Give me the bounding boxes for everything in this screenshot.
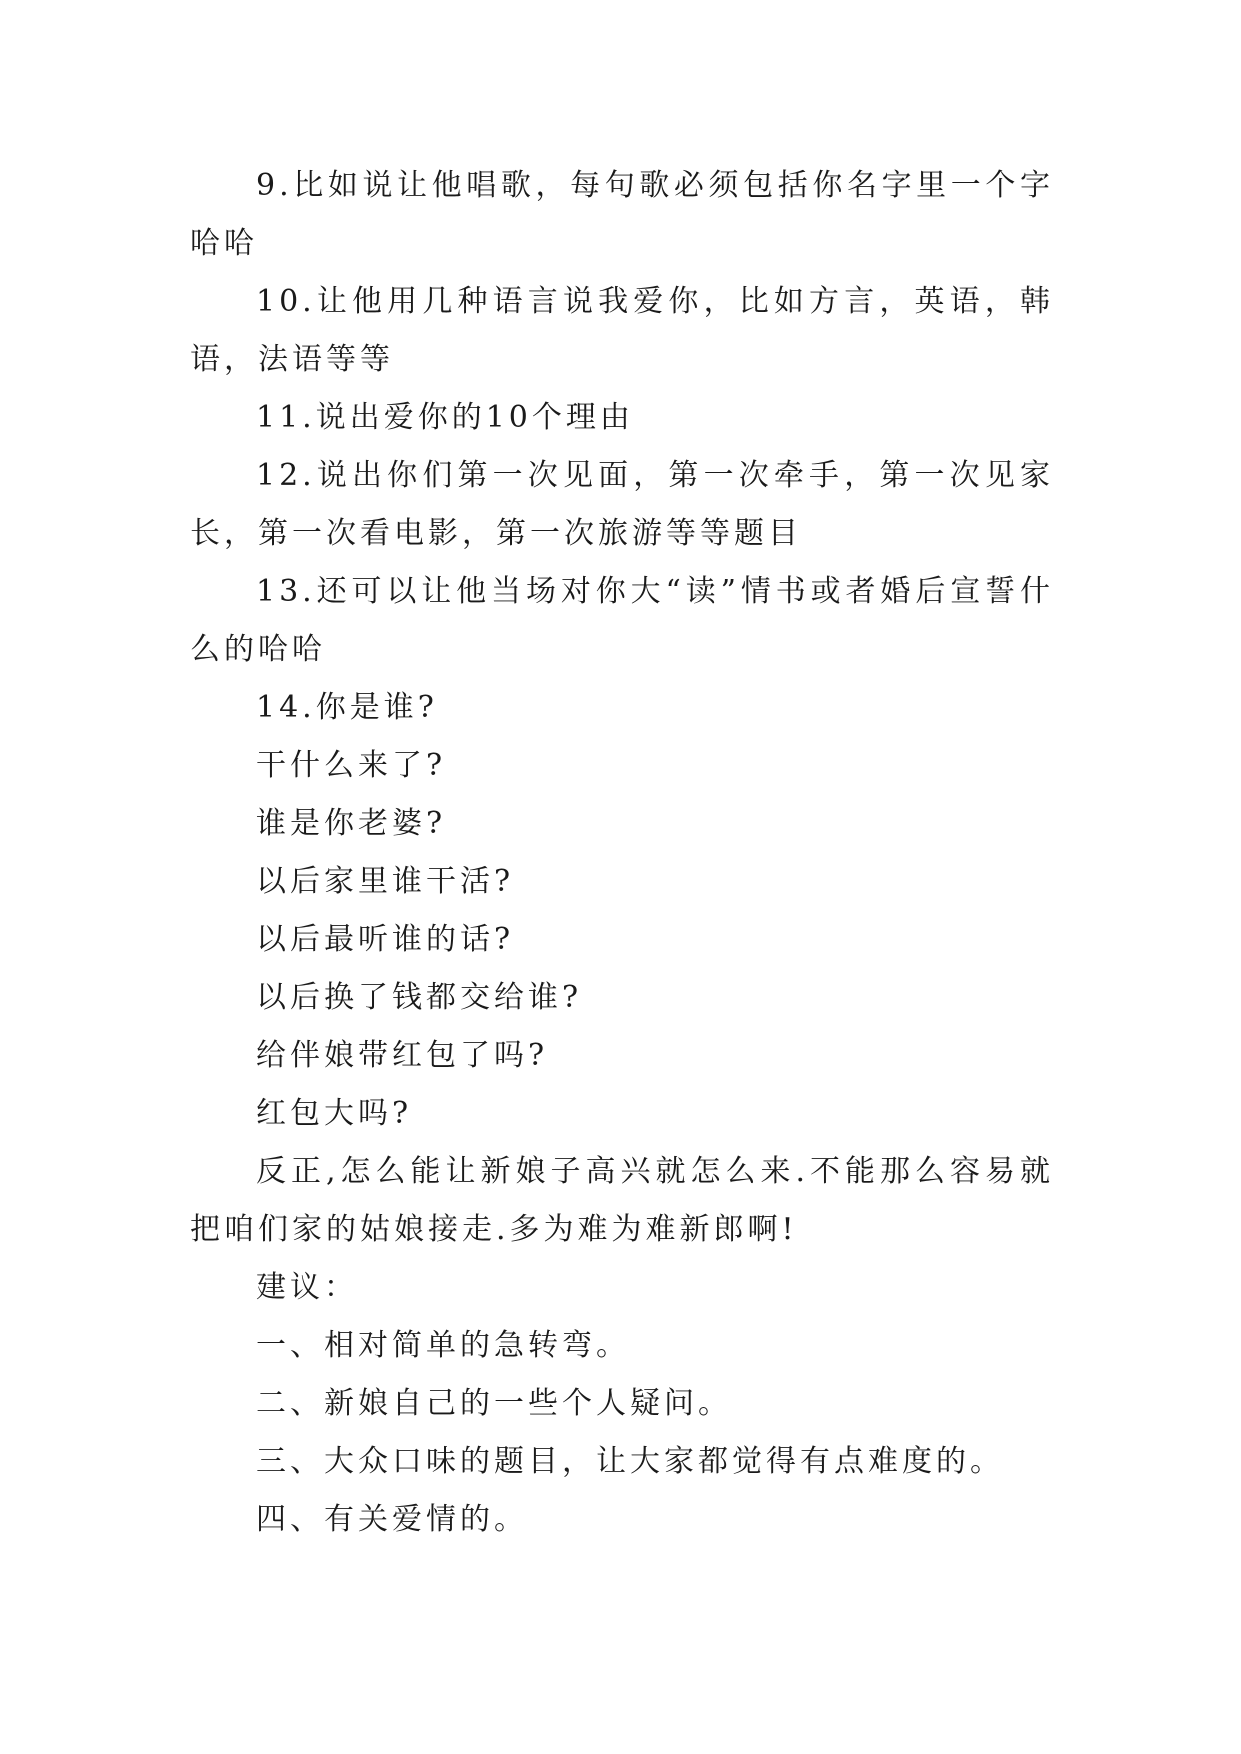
paragraph: 以后家里谁干活? [256, 864, 515, 899]
paragraph: 三、大众口味的题目，让大家都觉得有点难度的。 [256, 1444, 1004, 1479]
paragraph: 11.说出爱你的10个理由 [256, 400, 634, 435]
paragraph: 9.比如说让他唱歌，每句歌必须包括你名字里一个字哈哈 [190, 168, 1054, 261]
paragraph: 12.说出你们第一次见面，第一次牵手，第一次见家长，第一次看电影，第一次旅游等等题目 [190, 458, 1054, 551]
paragraph: 以后最听谁的话? [256, 922, 515, 957]
paragraph: 二、新娘自己的一些个人疑问。 [256, 1386, 732, 1421]
paragraph: 谁是你老婆? [256, 806, 447, 841]
paragraph: 一、相对简单的急转弯。 [256, 1328, 630, 1363]
document-body [190, 157, 1054, 1549]
paragraph: 14.你是谁? [256, 690, 438, 725]
paragraph: 给伴娘带红包了吗? [256, 1038, 549, 1073]
paragraph: 建议： [256, 1270, 358, 1305]
paragraph: 四、有关爱情的。 [256, 1502, 528, 1537]
paragraph: 干什么来了? [256, 748, 447, 783]
paragraph: 10.让他用几种语言说我爱你，比如方言，英语，韩语，法语等等 [190, 284, 1054, 377]
paragraph: 红包大吗? [256, 1096, 413, 1131]
paragraph: 以后换了钱都交给谁? [256, 980, 583, 1015]
paragraph: 反正,怎么能让新娘子高兴就怎么来.不能那么容易就把咱们家的姑娘接走.多为难为难新郎啊! [190, 1154, 1054, 1247]
paragraph: 13.还可以让他当场对你大“读”情书或者婚后宣誓什么的哈哈 [190, 574, 1054, 667]
